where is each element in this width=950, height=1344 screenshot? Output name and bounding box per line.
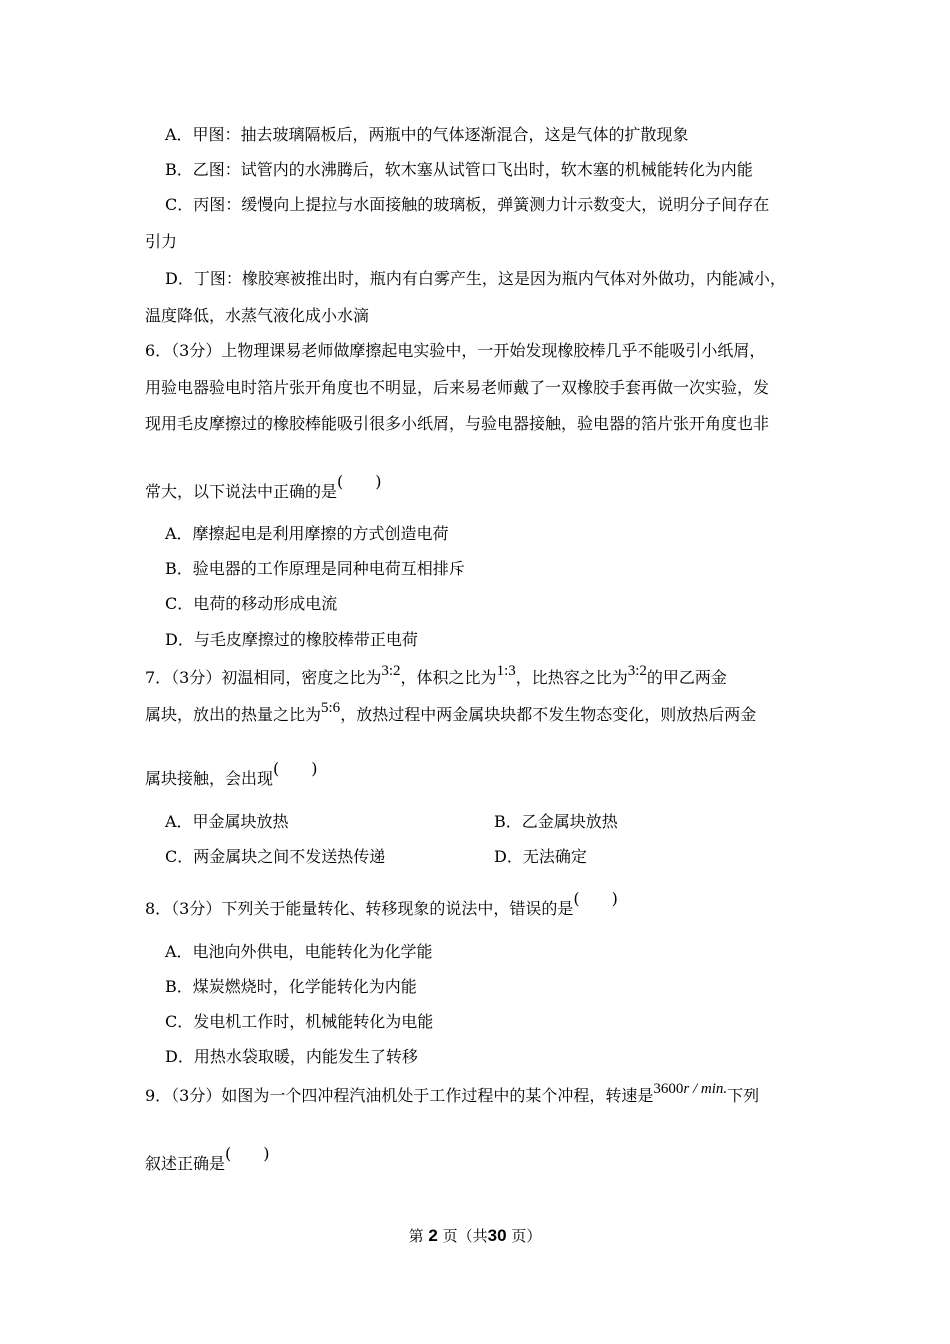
q5-option-d-line2: 温度降低，水蒸气液化成小水滴 xyxy=(145,306,370,325)
q6-stem-line1: 6．（3分）上物理课易老师做摩擦起电实验中，一开始发现橡胶棒几乎不能吸引小纸屑， xyxy=(145,341,766,360)
q6-option-d: D．与毛皮摩擦过的橡胶棒带正电荷 xyxy=(165,630,418,649)
ratio-specific-heat: 3:2 xyxy=(627,663,647,679)
footer-mid: 页（共 xyxy=(442,1227,488,1245)
q8-stem xyxy=(145,889,618,920)
q9-text-2: 叙述正确是 xyxy=(145,1154,226,1173)
q9-stem-line2 xyxy=(145,1144,270,1175)
page-footer xyxy=(0,1225,950,1246)
q6-stem-text: 常大，以下说法中正确的是 xyxy=(145,482,338,501)
q7-stem-line3 xyxy=(145,759,318,790)
q6-stem-line2: 用验电器验电时箔片张开角度也不明显，后来易老师戴了一双橡胶手套再做一次实验，发 xyxy=(145,378,770,397)
q7-text-1c: ，比热容之比为 xyxy=(515,668,628,687)
q9-text-1b: 下列 xyxy=(727,1086,760,1105)
ratio-heat: 5:6 xyxy=(321,700,341,716)
answer-blank: ( ) xyxy=(573,889,618,908)
q7-text-1d: 的甲乙两金 xyxy=(646,668,727,687)
q5-option-c-line2: 引力 xyxy=(145,232,178,251)
q7-option-b: B．乙金属块放热 xyxy=(494,812,618,831)
q7-text-1a: 7．（3分）初温相同，密度之比为 xyxy=(145,668,382,687)
q5-option-b: B．乙图：试管内的水沸腾后，软木塞从试管口飞出时，软木塞的机械能转化为内能 xyxy=(165,160,753,179)
answer-blank: ( ) xyxy=(273,759,318,778)
q7-text-2b: ，放热过程中两金属块块都不发生物态变化，则放热后两金 xyxy=(340,705,757,724)
page-number: 2 xyxy=(428,1226,438,1245)
ratio-density: 3:2 xyxy=(381,663,401,679)
q7-option-a: A．甲金属块放热 xyxy=(165,812,289,831)
q9-text-1a: 9．（3分）如图为一个四冲程汽油机处于工作过程中的某个冲程，转速是 xyxy=(145,1086,654,1105)
speed-number: 3600 xyxy=(653,1081,684,1097)
q5-option-c-line1: C．丙图：缓慢向上提拉与水面接触的玻璃板，弹簧测力计示数变大，说明分子间存在 xyxy=(165,195,770,214)
q6-option-b: B．验电器的工作原理是同种电荷互相排斥 xyxy=(165,559,465,578)
q8-option-c: C．发电机工作时，机械能转化为电能 xyxy=(165,1012,434,1031)
q6-stem-line4 xyxy=(145,472,382,503)
q9-stem-line1 xyxy=(145,1081,760,1108)
q7-stem-line2 xyxy=(145,700,757,727)
rotation-speed xyxy=(653,1081,727,1097)
q7-text-2a: 属块，放出的热量之比为 xyxy=(145,705,322,724)
q8-option-b: B．煤炭燃烧时，化学能转化为内能 xyxy=(165,977,417,996)
q7-option-c: C．两金属块之间不发送热传递 xyxy=(165,847,386,866)
q5-option-a: A．甲图：抽去玻璃隔板后，两瓶中的气体逐渐混合，这是气体的扩散现象 xyxy=(165,125,689,144)
total-pages: 30 xyxy=(487,1226,507,1245)
q7-text-1b: ，体积之比为 xyxy=(400,668,497,687)
footer-prefix: 第 xyxy=(408,1227,424,1245)
footer-suffix: 页） xyxy=(511,1227,542,1245)
q5-option-d-line1: D．丁图：橡胶寒被推出时，瓶内有白雾产生，这是因为瓶内气体对外做功，内能减小， xyxy=(165,269,786,288)
q6-option-c: C．电荷的移动形成电流 xyxy=(165,594,338,613)
q7-text-3: 属块接触，会出现 xyxy=(145,769,274,788)
q8-option-d: D．用热水袋取暖，内能发生了转移 xyxy=(165,1047,418,1066)
speed-unit: r / min. xyxy=(683,1081,728,1097)
q7-stem-line1 xyxy=(145,663,727,690)
answer-blank: ( ) xyxy=(337,472,382,491)
answer-blank: ( ) xyxy=(225,1144,270,1163)
ratio-volume: 1:3 xyxy=(496,663,516,679)
q6-option-a: A．摩擦起电是利用摩擦的方式创造电荷 xyxy=(165,524,449,543)
q8-option-a: A．电池向外供电，电能转化为化学能 xyxy=(165,942,433,961)
q6-stem-line3: 现用毛皮摩擦过的橡胶棒能吸引很多小纸屑，与验电器接触，验电器的箔片张开角度也非 xyxy=(145,414,770,433)
q8-text: 8．（3分）下列关于能量转化、转移现象的说法中，错误的是 xyxy=(145,899,574,918)
q7-option-d: D．无法确定 xyxy=(494,847,587,866)
